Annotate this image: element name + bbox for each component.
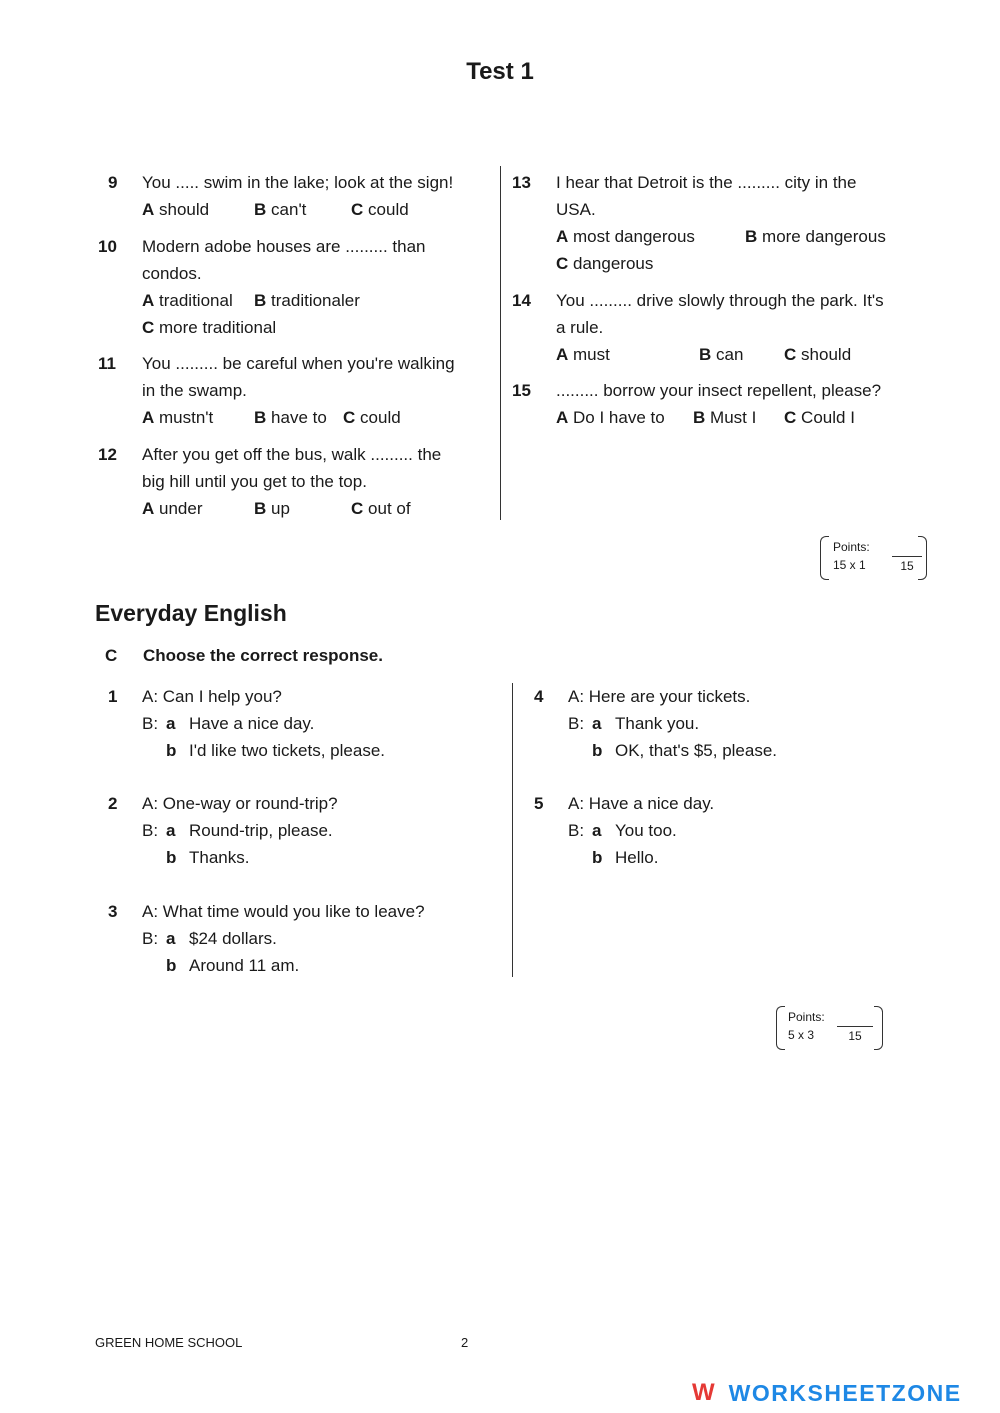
option-c[interactable]: out of bbox=[368, 499, 411, 518]
option-b[interactable]: can't bbox=[271, 200, 307, 219]
option-a[interactable]: traditional bbox=[159, 291, 233, 310]
option-a[interactable]: Do I have to bbox=[573, 408, 665, 427]
options: A mustn't B have to C could bbox=[98, 404, 498, 431]
options: A must B can C should bbox=[512, 341, 932, 368]
question-number: 10 bbox=[98, 237, 117, 256]
question-9 bbox=[108, 169, 498, 223]
option-c[interactable]: could bbox=[360, 408, 401, 427]
section-title: Everyday English bbox=[95, 600, 287, 626]
options: A Do I have to B Must I C Could I bbox=[512, 404, 932, 431]
question-number: 13 bbox=[512, 173, 531, 192]
page-title: Test 1 bbox=[466, 58, 534, 85]
dialogue-number: 5 bbox=[534, 794, 544, 813]
question-number: 9 bbox=[108, 173, 118, 192]
option-b[interactable]: more dangerous bbox=[762, 227, 886, 246]
question-text: I hear that Detroit is the ......... city in the bbox=[556, 173, 857, 192]
question-text: You ......... be careful when you're walking bbox=[142, 354, 455, 373]
dialogue-number: 3 bbox=[108, 902, 118, 921]
option-a[interactable]: under bbox=[159, 499, 203, 518]
points-bracket-left bbox=[776, 1006, 785, 1050]
points-bracket-left bbox=[820, 536, 829, 580]
option-a[interactable]: mustn't bbox=[159, 408, 214, 427]
footer-school: GREEN HOME SCHOOL bbox=[95, 1335, 243, 1350]
question-12 bbox=[98, 441, 498, 522]
points-formula: 15 x 1 15 bbox=[833, 556, 921, 574]
option-c[interactable]: Could I bbox=[801, 408, 855, 427]
response-a[interactable]: B: a Round-trip, please. bbox=[142, 821, 333, 840]
option-c[interactable]: could bbox=[368, 200, 409, 219]
response-b[interactable]: b Hello. bbox=[592, 848, 659, 867]
option-c[interactable]: more traditional bbox=[159, 318, 277, 337]
option-b[interactable]: have to bbox=[271, 408, 327, 427]
question-text: Modern adobe houses are ......... than bbox=[142, 237, 426, 256]
dialogue-number: 1 bbox=[108, 687, 118, 706]
points-label: Points: bbox=[788, 1010, 825, 1024]
option-a[interactable]: should bbox=[159, 200, 210, 219]
points-bracket-right bbox=[874, 1006, 883, 1050]
question-text-cont: in the swamp. bbox=[142, 381, 247, 400]
question-number: 12 bbox=[98, 445, 117, 464]
option-a[interactable]: must bbox=[573, 345, 610, 364]
option-c[interactable]: should bbox=[801, 345, 852, 364]
question-text-cont: condos. bbox=[142, 264, 202, 283]
question-14 bbox=[512, 287, 932, 368]
response-a[interactable]: B: a You too. bbox=[568, 821, 677, 840]
option-b[interactable]: traditionaler bbox=[271, 291, 360, 310]
option-a[interactable]: most dangerous bbox=[573, 227, 695, 246]
section-instruction: C Choose the correct response. bbox=[105, 646, 383, 665]
points-box-1 bbox=[833, 538, 921, 574]
question-text: You ..... swim in the lake; look at the sign! bbox=[142, 173, 454, 192]
options-cont: C more traditional bbox=[142, 318, 277, 337]
points-box-2 bbox=[788, 1008, 876, 1044]
response-b[interactable]: b Thanks. bbox=[166, 848, 250, 867]
question-text-cont: big hill until you get to the top. bbox=[142, 472, 367, 491]
response-b[interactable]: b Around 11 am. bbox=[166, 956, 300, 975]
section-letter: C bbox=[105, 646, 118, 665]
question-11 bbox=[98, 350, 498, 431]
question-number: 11 bbox=[98, 354, 116, 373]
options: A under B up C out of bbox=[98, 495, 498, 522]
dialogue-prompt: A: Have a nice day. bbox=[568, 794, 715, 813]
dialogue-number: 2 bbox=[108, 794, 118, 813]
points-formula: 5 x 3 15 bbox=[788, 1026, 876, 1044]
question-10 bbox=[98, 233, 498, 341]
response-a[interactable]: B: a Have a nice day. bbox=[142, 714, 315, 733]
dialogue-prompt: A: Can I help you? bbox=[142, 687, 282, 706]
options-cont: C dangerous bbox=[556, 254, 654, 273]
points-bracket-right bbox=[918, 536, 927, 580]
dialogue-5 bbox=[534, 790, 954, 871]
dialogue-1 bbox=[108, 683, 498, 764]
dialogue-3 bbox=[108, 898, 498, 979]
options: A most dangerous B more dangerous bbox=[512, 223, 932, 250]
option-b[interactable]: up bbox=[271, 499, 290, 518]
response-b[interactable]: b OK, that's $5, please. bbox=[592, 741, 778, 760]
question-text: You ......... drive slowly through the park. It's bbox=[556, 291, 884, 310]
question-number: 15 bbox=[512, 381, 531, 400]
dialogue-prompt: A: One-way or round-trip? bbox=[142, 794, 338, 813]
question-text: ......... borrow your insect repellent, please? bbox=[556, 381, 882, 400]
worksheetzone-wordmark: WORKSHEETZONE bbox=[728, 1379, 962, 1406]
question-text: After you get off the bus, walk ......... the bbox=[142, 445, 442, 464]
question-number: 14 bbox=[512, 291, 531, 310]
column-divider-2 bbox=[512, 683, 513, 977]
question-15 bbox=[512, 377, 932, 431]
dialogue-4 bbox=[534, 683, 954, 764]
option-b[interactable]: Must I bbox=[710, 408, 757, 427]
dialogue-prompt: A: What time would you like to leave? bbox=[142, 902, 425, 921]
question-text-cont: a rule. bbox=[556, 318, 604, 337]
dialogue-number: 4 bbox=[534, 687, 544, 706]
watermark-brand[interactable] bbox=[692, 1376, 962, 1410]
option-c[interactable]: dangerous bbox=[573, 254, 654, 273]
response-a[interactable]: B: a $24 dollars. bbox=[142, 929, 277, 948]
response-b[interactable]: b I'd like two tickets, please. bbox=[166, 741, 385, 760]
question-13 bbox=[512, 169, 932, 277]
column-divider bbox=[500, 166, 501, 520]
option-b[interactable]: can bbox=[716, 345, 744, 364]
dialogue-2 bbox=[108, 790, 498, 871]
points-total: 15 bbox=[837, 1026, 873, 1045]
footer-page-number: 2 bbox=[461, 1335, 469, 1350]
points-total: 15 bbox=[892, 556, 922, 575]
response-a[interactable]: B: a Thank you. bbox=[568, 714, 700, 733]
options: A should B can't C could bbox=[108, 196, 498, 223]
options: A traditional B traditionaler bbox=[98, 287, 498, 314]
points-label: Points: bbox=[833, 540, 870, 554]
dialogue-prompt: A: Here are your tickets. bbox=[568, 687, 751, 706]
question-text-cont: USA. bbox=[556, 200, 596, 219]
worksheetzone-logo-icon: W bbox=[692, 1379, 715, 1406]
